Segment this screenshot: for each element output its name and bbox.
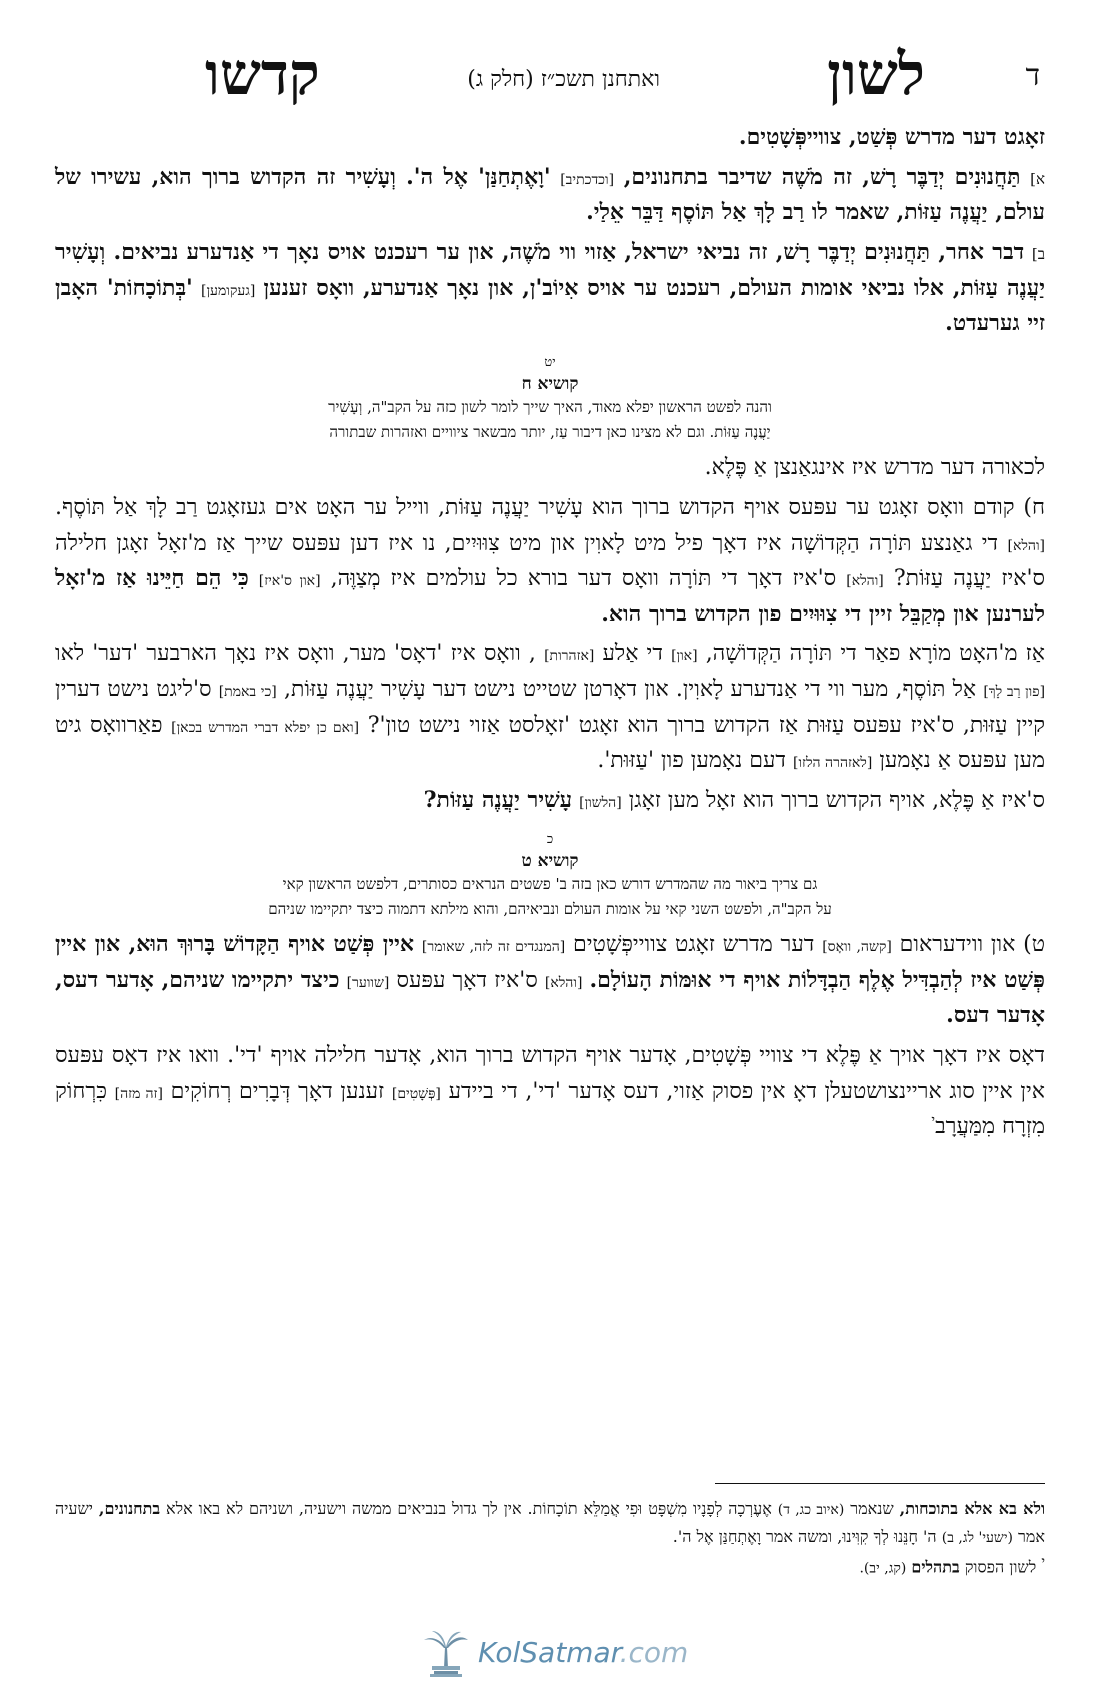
bracket-note: [ואם כן יפלא דברי המדרש בכאן] xyxy=(171,719,360,736)
logo-text xyxy=(478,1636,688,1669)
header-parsha: ואתחנן תשכ״ז (חלק ג) xyxy=(467,67,660,92)
bracket-note: [פון רַב לָךְ] xyxy=(983,684,1046,700)
footnote-marker: י xyxy=(1041,1553,1045,1570)
para-text: פאַרוואָס גיט מען עפּעס אַ נאָמען xyxy=(55,712,1045,774)
kolsatmar-logo xyxy=(420,1628,689,1678)
footnotes xyxy=(55,1495,1045,1581)
footnote-marker: י xyxy=(931,1112,936,1129)
section-title: קושיא ט xyxy=(521,850,579,871)
bracket-note: [והלא] xyxy=(846,573,884,590)
page-header xyxy=(60,40,1040,130)
para-text: ח) קודם וואָס זאָגט ער עפּעס אויף הקדוש ברוך הוא עָשִׁיר יַעֲנֶה עַזּוֹת, ווייל ער האָט אים געזאָגט רַב לָךְ אַל תּוֹסֶף. xyxy=(55,494,1045,520)
logo-domain: .com xyxy=(619,1636,689,1669)
section-subtitle: יַעֲנֶה עַזּוֹת. וגם לא מצינו כאן דיבור עַז, יותר מבשאר ציוויים ואזהרות שבתורה xyxy=(329,423,771,441)
footnote-text: בתחנונים, xyxy=(98,1499,161,1518)
paragraph-az xyxy=(55,636,1045,779)
bracket-note: [והלא] xyxy=(1007,537,1045,554)
section-number: כ xyxy=(546,831,554,847)
para-text: ס'איז דאָך די תּוֹרָה וואָס דער בורא כל עולמים איז מְצַוֶּה, xyxy=(330,566,837,592)
bracket-note: [וכדכתיב] xyxy=(560,171,615,188)
footnote-ref: (ישעי' לג, ב) xyxy=(941,1529,1013,1546)
intro-line: זאָגט דער מדרש פְּשַׁט, צווייפְּשָׁטִים. xyxy=(738,124,1045,150)
bracket-note: [און ס'איז] xyxy=(258,573,321,590)
paragraph-lekhora: לכאורה דער מדרש איז אינגאַנצן אַ פֶּלֶא. xyxy=(704,455,1045,481)
paragraph-chet xyxy=(55,490,1045,633)
page-number: ד xyxy=(1025,58,1040,93)
paragraph-b xyxy=(55,235,1045,342)
main-text xyxy=(55,120,1045,1149)
para-text: כִּי הֵם חַיֵּינוּ אַז מ'זאָל לערנען און מְקַבֵּל זיין די צִוּוּיִים פון הקדוש ברוך הוא. xyxy=(55,565,1045,627)
bracket-note: [געקומען] xyxy=(201,282,256,299)
para-text: ס'ליגט נישט דערין קיין עַזּוּת, ס'איז עפּעס עַזּוּת אַז הקדוש ברוך הוא זאָגט 'זאָלסט אַזוי נישט טון'? xyxy=(55,677,1046,738)
footnote-text: בתהלים xyxy=(911,1556,960,1576)
para-text: 'בְּתוֹכָחוֹת' האָבן זיי גערעדט. xyxy=(55,274,1045,337)
para-text: די אַלע xyxy=(602,641,663,667)
bracket-note: [והלא] xyxy=(544,974,583,991)
para-text: כיצד יתקיימו שניהם, אָדער דעס, אָדער דעס. xyxy=(55,966,1045,1029)
paragraph-dos xyxy=(55,1038,1045,1145)
bracket-note: [המנגדים זה לזה, שאומר] xyxy=(421,939,566,955)
footnote-2 xyxy=(55,1551,1045,1581)
bracket-note: [לאזהרה הלזו] xyxy=(793,755,873,772)
footnote-ref: (איוב כג, ד) xyxy=(777,1502,845,1518)
section-number: יט xyxy=(544,354,556,370)
paragraph-a xyxy=(55,160,1045,231)
bracket-note: [און] xyxy=(671,648,698,665)
para-text: אַל תּוֹסֶף, מער ווי די אַנדערע לָאוִין. און דאָרטן שטייט נישט דער עָשִׁיר יַעֲנֶה עַזּוֹת, xyxy=(283,677,977,702)
para-text: זענען דאָך דְּבָרִים רְחוֹקִים xyxy=(170,1078,385,1104)
para-text: דער מדרש זאָגט צווייפְּשָׁטִים xyxy=(573,932,815,957)
footnote-text: לשון הפסוק xyxy=(964,1556,1037,1576)
section-subtitle: על הקב"ה, ולפשט השני קאי על אומות העולם ונביאיהם, והוא מילתא דתמוה כיצד יתקיימו שניהם xyxy=(268,899,832,918)
palm-tree-icon xyxy=(420,1628,472,1678)
para-text: דאָס איז דאָך אויך אַ פֶּלֶא די צוויי פְּשָׁטִים, אָדער אויף הקדוש ברוך הוא, אָדער חלילה אויף 'די'. וואו איז דאָס עפּעס אין איין סוג אריינצושטעלן דאָ אין פסוק אַזוי, דעס אָדער 'די', די ביידע xyxy=(55,1042,1046,1104)
bracket-note: [זה מזה] xyxy=(114,1085,163,1102)
bracket-note: [קשה, וואָס] xyxy=(822,939,892,955)
bracket-note: [פְּשָׁטִים] xyxy=(391,1085,441,1102)
footnote-text: ה' חָנֵּנוּ לְךָ קִוִּינוּ, ומשה אמר וָאֶתְחַנַּן אֶל ה'. xyxy=(672,1526,937,1546)
para-text: כִּרְחוֹק מִזְרָח מִמַּעֲרָב xyxy=(55,1078,1045,1140)
section-header xyxy=(55,831,1045,922)
paragraph-peleh xyxy=(55,783,1045,819)
footnote-1 xyxy=(55,1495,1045,1551)
footnote-ref: (קג, יב). xyxy=(859,1559,907,1576)
para-text: ט) און ווידעראום xyxy=(899,932,1045,957)
bracket-note: [כי באמת] xyxy=(218,684,277,700)
para-text: ס'איז דאָך עפּעס xyxy=(396,967,538,993)
section-subtitle: והנה לפשט הראשון יפלא מאוד, האיך שייך לומר לשון כזה על הקב"ה, וְעָשִׁיר xyxy=(328,397,772,416)
para-text: ס'איז אַ פֶּלֶא, אויף הקדוש ברוך הוא זאָל מען זאָגן xyxy=(628,787,1045,813)
para-text: דבר אחר, תַּחֲנוּנִים יְדַבֶּר רָשׁ, זה נביאי ישראל, אַזוי ווי מֹשֶׁה, און ער רעכנט אויס נאָך די אַנדערע נביאים. וְעָשִׁיר יַעֲנֶה עַזּוֹת, אלו נביאי אומות העולם, רעכנט ער אויס אִיוֹב'ן, און נאָך אַנדערע, וואָס זענען xyxy=(55,238,1045,301)
footnote-text: שנאמר xyxy=(850,1499,894,1518)
para-label: ב] xyxy=(1031,244,1045,263)
section-title: קושיא ח xyxy=(521,373,579,394)
para-label: א] xyxy=(1030,169,1045,188)
bracket-note: [שווער] xyxy=(346,974,390,991)
header-title-left: קדשו xyxy=(205,40,320,108)
section-header xyxy=(55,354,1045,445)
para-text: , וואָס איז 'דאָס' מער, וואָס איז נאָך הארבער 'דער' לאו xyxy=(55,641,536,667)
footnote-divider xyxy=(715,1483,1045,1484)
para-text: אַז מ'האָט מוֹרָא פאַר די תּוֹרָה הַקְּדוֹשָׁה, xyxy=(705,641,1045,667)
bracket-note: [אזהרות] xyxy=(544,648,595,665)
para-text: דעם נאָמען פון 'עַזּוּת'. xyxy=(597,748,787,774)
footnote-text: אֶעֶרְכָה לְפָנָיו מִשְׁפָּט וּפִי אֲמַלֵּא תוֹכָחוֹת. אין לך גדול בנביאים ממשה וישעיה, ושניהם לא באו אלא xyxy=(166,1499,772,1518)
para-text: איין פְּשַׁט אויף הַקָּדוֹשׁ בָּרוּךְ הוּא, און איין פְּשַׁט איז לְהַבְדִּיל אֶלֶף הַבְדָּלוֹת אויף די אוּמּוֹת הָעוֹלָם. xyxy=(55,931,1045,993)
header-title-right: לשון xyxy=(827,40,925,108)
para-text: תַּחֲנוּנִים יְדַבֶּר רָשׁ, זה מֹשֶׁה שדיבר בתחנונים, xyxy=(623,163,1021,190)
paragraph-tet xyxy=(55,927,1045,1034)
footnote-text: ישעיה אמר xyxy=(55,1499,1045,1546)
section-subtitle: גם צריך ביאור מה שהמדרש דורש כאן בזה ב' פשטים הנראים כסותרים, דלפשט הראשון קאי xyxy=(282,874,818,893)
logo-name: KolSatmar xyxy=(478,1636,620,1669)
para-text: די גאַנצע תּוֹרָה הַקְּדוֹשָׁה איז דאָך פיל מיט לָאוִין און מיט צִוּוּיִים, נו איז דען עפּעס שייך אַז מ'זאָל זאָגן חלילה ס'איז יַעֲנֶה עַזּוֹת? xyxy=(55,530,1046,592)
bracket-note: [הלשון] xyxy=(579,794,622,811)
footnote-text: ולא בא אלא בתוכחות, xyxy=(899,1499,1046,1518)
para-text: עָשִׁיר יַעֲנֶה עַזּוֹת? xyxy=(423,786,573,813)
para-text: 'וָאֶתְחַנַּן' אֶל ה'. וְעָשִׁיר זה הקדוש ברוך הוא, עשירו של עולם, יַעֲנֶה עַזּוֹת, שאמר לו רַב לָךְ אַל תּוֹסֶף דַּבֵּר אֵלַי. xyxy=(55,163,1045,226)
